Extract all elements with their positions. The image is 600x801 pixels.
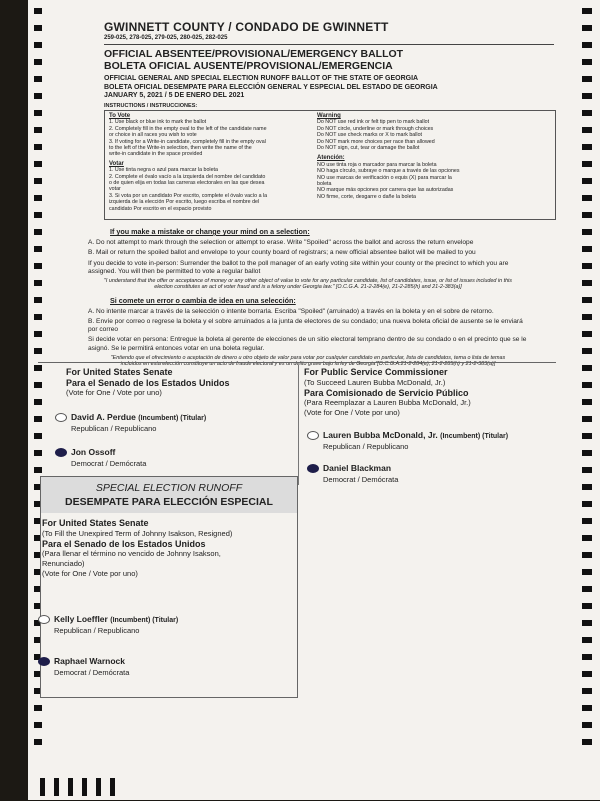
race-public-service-commissioner [304,367,554,418]
vote-for-one: (Vote for One / Vote por uno) [304,408,400,417]
candidate-name: Kelly Loeffler [54,614,108,624]
candidate-party: Democrat / Demócrata [54,668,130,677]
incumbent-label: (Incumbent) (Titular) [440,433,509,440]
candidate-party: Republican / Republicano [323,442,409,451]
race-us-senate [66,367,291,398]
ballot-oval[interactable] [307,431,319,440]
ballot-header [104,20,554,109]
mistake-heading-es: Si comete un error o cambia de idea en una selección: [110,295,296,305]
warning-line: NO marque más opciones por carrera que las autorizadas [317,187,454,194]
warning-line: Do NOT use red ink or felt tip pen to mark ballot [317,119,430,126]
ballot-title-en: OFFICIAL ABSENTEE/PROVISIONAL/EMERGENCY BALLOT [104,48,404,60]
warning-line: NO firme, corte, desgarre o dañe la boleta [317,193,416,200]
warning-line: Do NOT use check marks or X to mark ballot [317,132,422,139]
race-title-en: For United States Senate [42,518,149,528]
ballot-oval[interactable] [55,413,67,422]
ballot-oval-marked[interactable] [55,448,67,457]
incumbent-label: (Incumbent) (Titular) [138,415,207,422]
timing-marks-bottom [40,778,124,801]
instruction-line: o de quien elija en todas las carreras electorales en las que desea [109,180,265,187]
instruction-line: 2. Completely fill in the empty oval to the left of the candidate name [109,125,267,132]
warning-line: Do NOT mark more choices per race than allowed [317,138,435,145]
mistake-a-es: A. No intente marcar a través de la selección o intente borrarla. Escriba "Spoiled" (arruinado) a través en la boleta y en el sobre de retorno. [88,307,494,315]
votar-heading: Votar [109,160,124,167]
instruction-line: votar [109,186,121,193]
instruction-line: 1. Use black or blue ink to mark the ballot [109,119,207,126]
fraud-notice-en: "I understand that the offer or acceptance of money or any other object of value to vote for any particular candidate, list of candidates, issue, or list of issues included in this election constitutes an act of voter fraud and is a felony under Georgia law." [O.C.G.A. 21-2-284(e), 21-2-285(h) and 21-2-383(a)] [104,278,512,291]
election-title-es: BOLETA OFICIAL DESEMPATE PARA ELECCIÓN GENERAL Y ESPECIAL DEL ESTADO DE GEORGIA [104,83,438,91]
atencion-heading: Atención: [317,155,345,162]
candidate-name: Lauren Bubba McDonald, Jr. [323,430,438,440]
race-subtitle-es: (Para Reemplazar a Lauren Bubba McDonald, Jr.) [304,398,471,407]
mistake-c-en: If you decide to vote in-person: Surrender the ballot to the poll manager of an early voting site within your county or the precinct to which you are assigned. You will then be permitted to vote a regular ballot [88,259,509,275]
fraud-notice-es: "Entiendo que el ofrecimiento o aceptación de dinero u otro objeto de valor para votar por cualquier candidato en particular, lista de candidatos, tema o lista de temas incluidos en esta elección constituye un acto de fraude electoral y es un delito grave bajo la ley de Georgia"[O.C.G.A.21-2-284(e), 21-2-285(h) y 21-2-383(a)] [110,354,506,368]
race-subtitle-en: (To Fill the Unexpired Term of Johnny Isakson, Resigned) [42,528,233,538]
vote-for-one: (Vote for One / Vote por uno) [42,569,138,578]
warning-heading: Warning [317,113,341,119]
warning-line: Do NOT sign, cut, tear or damage the ballot [317,145,420,152]
candidate-party: Democrat / Demócrata [323,475,399,484]
precinct-list: 259-025, 278-025, 279-025, 280-025, 282-025 [104,35,228,41]
race-subtitle-es: (Para llenar el término no vencido de Johnny Isakson, [42,549,221,558]
candidate-name: Daniel Blackman [323,463,392,473]
column-divider [298,365,299,485]
instruction-line: to the left of the Write-in selection, then write the name of the [109,145,252,152]
timing-marks-right [582,8,592,756]
race-subtitle-es-cont: Renunciado) [42,559,85,568]
race-title-es: Para Comisionado de Servicio Público [304,387,469,398]
vote-for-one: (Vote for One / Vote por uno) [66,388,162,397]
ballot-oval-marked[interactable] [38,657,50,666]
race-subtitle-en: (To Succeed Lauren Bubba McDonald, Jr.) [304,377,446,387]
runoff-heading-es: DESEMPATE PARA ELECCIÓN ESPECIAL [65,496,273,508]
instruction-line: write-in candidate in the space provided [109,151,203,158]
election-date: JANUARY 5, 2021 / 5 DE ENERO DEL 2021 [104,92,245,99]
instruction-line: izquierda de la elección Por escrito, luego escriba el nombre del [109,199,260,206]
race-us-senate-special [42,518,292,579]
race-title-en: For Public Service Commissioner [304,367,448,377]
instruction-line: or choice in all races you wish to vote [109,132,197,139]
runoff-header [41,477,297,513]
mistake-a-en: A. Do not attempt to mark through the selection or attempt to erase. Write "Spoiled" across the ballot and across the return envelope [88,239,474,247]
race-title-es: Para el Senado de los Estados Unidos [66,377,230,388]
race-title-es: Para el Senado de los Estados Unidos [42,538,206,549]
incumbent-label: (Incumbent) (Titular) [110,617,179,624]
runoff-heading-en: SPECIAL ELECTION RUNOFF [95,482,243,494]
candidate-name: David A. Perdue [71,412,136,422]
county-title: GWINNETT COUNTY / CONDADO DE GWINNETT [104,20,389,34]
section-divider [38,362,556,363]
ballot-oval-marked[interactable] [307,464,319,473]
candidate-name: Raphael Warnock [54,656,126,666]
mistake-instructions [88,228,528,367]
instruction-line: 3. If voting for a Write-in candidate, completely fill in the empty oval [109,138,266,145]
candidate-party: Republican / Republicano [54,626,140,635]
warning-line: NO haga círculo, subraye o marque a través de las opciones [317,168,460,175]
instruction-line: 1. Use tinta negra o azul para marcar la boleta [109,167,218,174]
warning-line: Do NOT circle, underline or mark through choices [317,125,434,132]
mistake-b-es: B. Envíe por correo o regrese la boleta y el sobre arruinados a la junta de electores de su condado; una nueva boleta oficial de ausente se le enviará por correo [88,318,523,334]
warning-line: boleta [317,181,332,188]
instructions-label: INSTRUCTIONS / INSTRUCCIONES: [104,102,198,109]
instructions-box [104,110,556,220]
mistake-c-es: Si decide votar en persona: Entregue la boleta al gerente de elecciones de un sitio electoral temprano dentro de su condado o en el precinto que se le asignó. Se le permitirá entonces votar en una boleta regular. [88,336,527,352]
instruction-line: candidato Por escrito en el espacio provisto [109,205,212,212]
mistake-b-en: B. Mail or return the spoiled ballot and envelope to your county board of registrars; a new official absentee ballot will be mailed to you [88,249,476,257]
election-title-en: OFFICIAL GENERAL AND SPECIAL ELECTION RUNOFF BALLOT OF THE STATE OF GEORGIA [104,75,419,82]
ballot-oval[interactable] [38,615,50,624]
to-vote-heading: To Vote [109,113,131,119]
mistake-heading-en: If you make a mistake or change your mind on a selection: [110,227,310,236]
candidate-party: Democrat / Demócrata [71,459,147,468]
warning-line: NO use marcas de verificación o equis (X) para marcar la [317,174,452,181]
candidate-party: Republican / Republicano [71,424,157,433]
race-title-en: For United States Senate [66,367,173,377]
warning-line: NO use tinta roja o marcador para marcar la boleta [317,161,437,168]
ballot-title-es: BOLETA OFICIAL AUSENTE/PROVISIONAL/EMERGENCIA [104,60,393,72]
instruction-line: 2. Complete el óvalo vacío a la izquierda del nombre del candidato [109,173,266,180]
instruction-line: 3. Si vota por un candidato Por escrito, complete el óvalo vacío a la [109,192,268,199]
candidate-name: Jon Ossoff [71,447,116,457]
